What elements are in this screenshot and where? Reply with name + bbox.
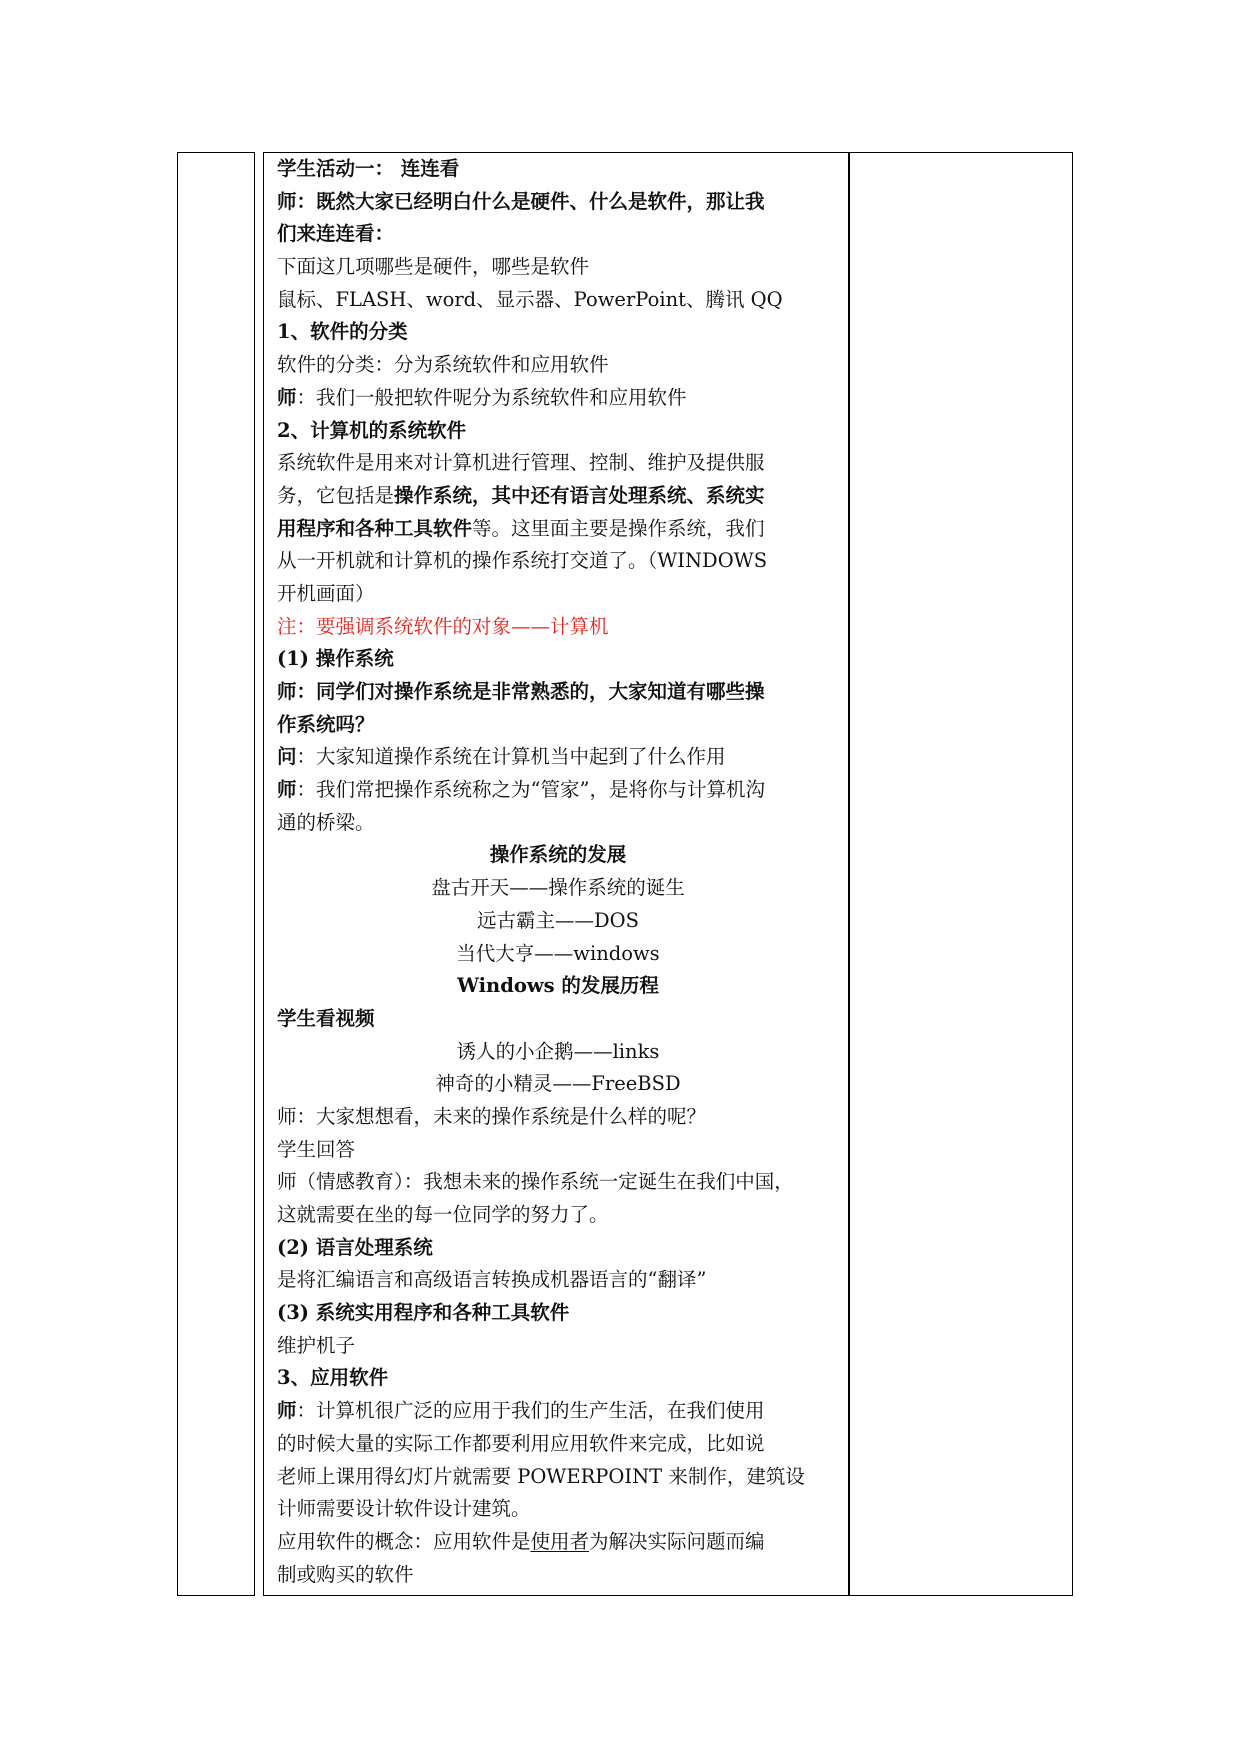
text-line [277, 709, 839, 742]
text-line [277, 1134, 839, 1167]
bold-text: (1) 操作系统 [277, 647, 394, 671]
lesson-content [277, 153, 839, 1591]
text-line [277, 611, 839, 644]
bold-text: 师：同学们对操作系统是非常熟悉的，大家知道有哪些操 [277, 680, 765, 703]
text-line [277, 349, 839, 382]
body-text: 从一开机就和计算机的操作系统打交道了。（WINDOWS [277, 549, 768, 573]
text-line [277, 1068, 839, 1101]
bold-text: 学生活动一： 连连看 [277, 157, 460, 180]
right-column-cell [849, 152, 1073, 1596]
text-line [277, 578, 839, 611]
emphasis-text: 用程序和各种工具软件 [277, 516, 473, 540]
text-line [277, 153, 839, 186]
centered-text: 盘古开天——操作系统的诞生 [431, 876, 685, 900]
bold-text: 3、应用软件 [277, 1366, 389, 1390]
body-text: 系统软件是用来对计算机进行管理、控制、维护及提供服 [277, 451, 765, 475]
body-text: 学生回答 [277, 1137, 356, 1161]
text-line [277, 938, 839, 971]
bold-text: 们来连连看： [277, 222, 395, 246]
text-line [277, 676, 839, 709]
text-line [277, 1526, 839, 1559]
bold-text: 师：既然大家已经明白什么是硬件、什么是软件，那让我 [277, 189, 765, 213]
centered-text: 当代大亨——windows [456, 941, 660, 965]
body-text: 开机画面） [277, 581, 375, 605]
body-text: 计师需要设计软件设计建筑。 [277, 1497, 531, 1521]
body-text: 是将汇编语言和高级语言转换成机器语言的“翻译” [277, 1268, 707, 1292]
body-text: ：我们一般把软件呢分为系统软件和应用软件 [296, 385, 687, 409]
bold-text: 学生看视频 [277, 1006, 375, 1030]
text-line [277, 807, 839, 840]
speaker-label: 师 [277, 385, 297, 409]
body-text: 务，它包括是 [277, 483, 395, 507]
centered-heading: 操作系统的发展 [489, 843, 627, 867]
speaker-label: 师 [277, 778, 297, 802]
text-line [277, 1559, 839, 1592]
text-line [277, 480, 839, 513]
speaker-label: 师 [277, 1399, 297, 1423]
text-line [277, 415, 839, 448]
left-column-cell [177, 152, 255, 1596]
text-line [277, 1330, 839, 1363]
body-text: 软件的分类：分为系统软件和应用软件 [277, 353, 609, 377]
body-text: 这就需要在坐的每一位同学的努力了。 [277, 1203, 609, 1226]
text-line [277, 1232, 839, 1265]
centered-heading: Windows 的发展历程 [457, 974, 659, 998]
body-text: ：我们常把操作系统称之为“管家”，是将你与计算机沟 [296, 778, 765, 802]
text-line [277, 1297, 839, 1330]
body-text: 为解决实际问题而编 [589, 1529, 765, 1553]
text-line [277, 839, 839, 872]
centered-text: 神奇的小精灵——FreeBSD [435, 1072, 681, 1096]
body-text: 师（情感教育）：我想未来的操作系统一定诞生在我们中国， [277, 1170, 794, 1194]
text-line [277, 545, 839, 578]
body-text: 师：大家想想看，未来的操作系统是什么样的呢？ [277, 1104, 707, 1128]
underlined-text: 使用者 [530, 1529, 590, 1553]
text-line [277, 513, 839, 546]
body-text: 的时候大量的实际工作都要利用应用软件来完成，比如说 [277, 1431, 765, 1455]
speaker-label: 问 [277, 745, 297, 769]
text-line [277, 905, 839, 938]
body-text: ：计算机很广泛的应用于我们的生产生活，在我们使用 [296, 1399, 765, 1423]
body-text: 下面这几项哪些是硬件，哪些是软件 [277, 255, 590, 279]
centered-text: 远古霸主——DOS [477, 908, 639, 932]
text-line [277, 382, 839, 415]
text-line [277, 1101, 839, 1134]
text-line [277, 316, 839, 349]
text-line [277, 643, 839, 676]
text-line [277, 284, 839, 317]
body-text: ：大家知道操作系统在计算机当中起到了什么作用 [296, 745, 726, 769]
text-line [277, 1461, 839, 1494]
body-text: 老师上课用得幻灯片就需要 POWERPOINT 来制作，建筑设 [277, 1464, 805, 1488]
text-line [277, 218, 839, 251]
body-text: 制或购买的软件 [277, 1562, 414, 1586]
text-line [277, 970, 839, 1003]
text-line [277, 1166, 839, 1199]
note-text: 注：要强调系统软件的对象——计算机 [277, 614, 609, 638]
text-line [277, 1264, 839, 1297]
body-text: 维护机子 [277, 1333, 356, 1357]
text-line [277, 1036, 839, 1069]
body-text: 鼠标、FLASH、word、显示器、PowerPoint、腾讯 QQ [277, 287, 783, 311]
emphasis-text: 操作系统，其中还有语言处理系统、系统实 [394, 483, 765, 507]
bold-text: 1、软件的分类 [277, 320, 408, 344]
text-line [277, 186, 839, 219]
text-line [277, 872, 839, 905]
body-text: 应用软件的概念：应用软件是 [277, 1529, 531, 1553]
text-line [277, 1493, 839, 1526]
bold-text: 作系统吗？ [277, 712, 375, 736]
bold-text: (2) 语言处理系统 [277, 1235, 433, 1259]
text-line [277, 1362, 839, 1395]
text-line [277, 1199, 839, 1232]
text-line [277, 1428, 839, 1461]
body-text: 通的桥梁。 [277, 810, 375, 834]
bold-text: 2、计算机的系统软件 [277, 418, 467, 442]
body-text: 等。这里面主要是操作系统，我们 [472, 516, 765, 540]
centered-text: 诱人的小企鹅——links [456, 1039, 660, 1063]
text-line [277, 741, 839, 774]
text-line [277, 447, 839, 480]
text-line [277, 774, 839, 807]
bold-text: (3) 系统实用程序和各种工具软件 [277, 1301, 570, 1325]
text-line [277, 251, 839, 284]
text-line [277, 1395, 839, 1428]
text-line [277, 1003, 839, 1036]
